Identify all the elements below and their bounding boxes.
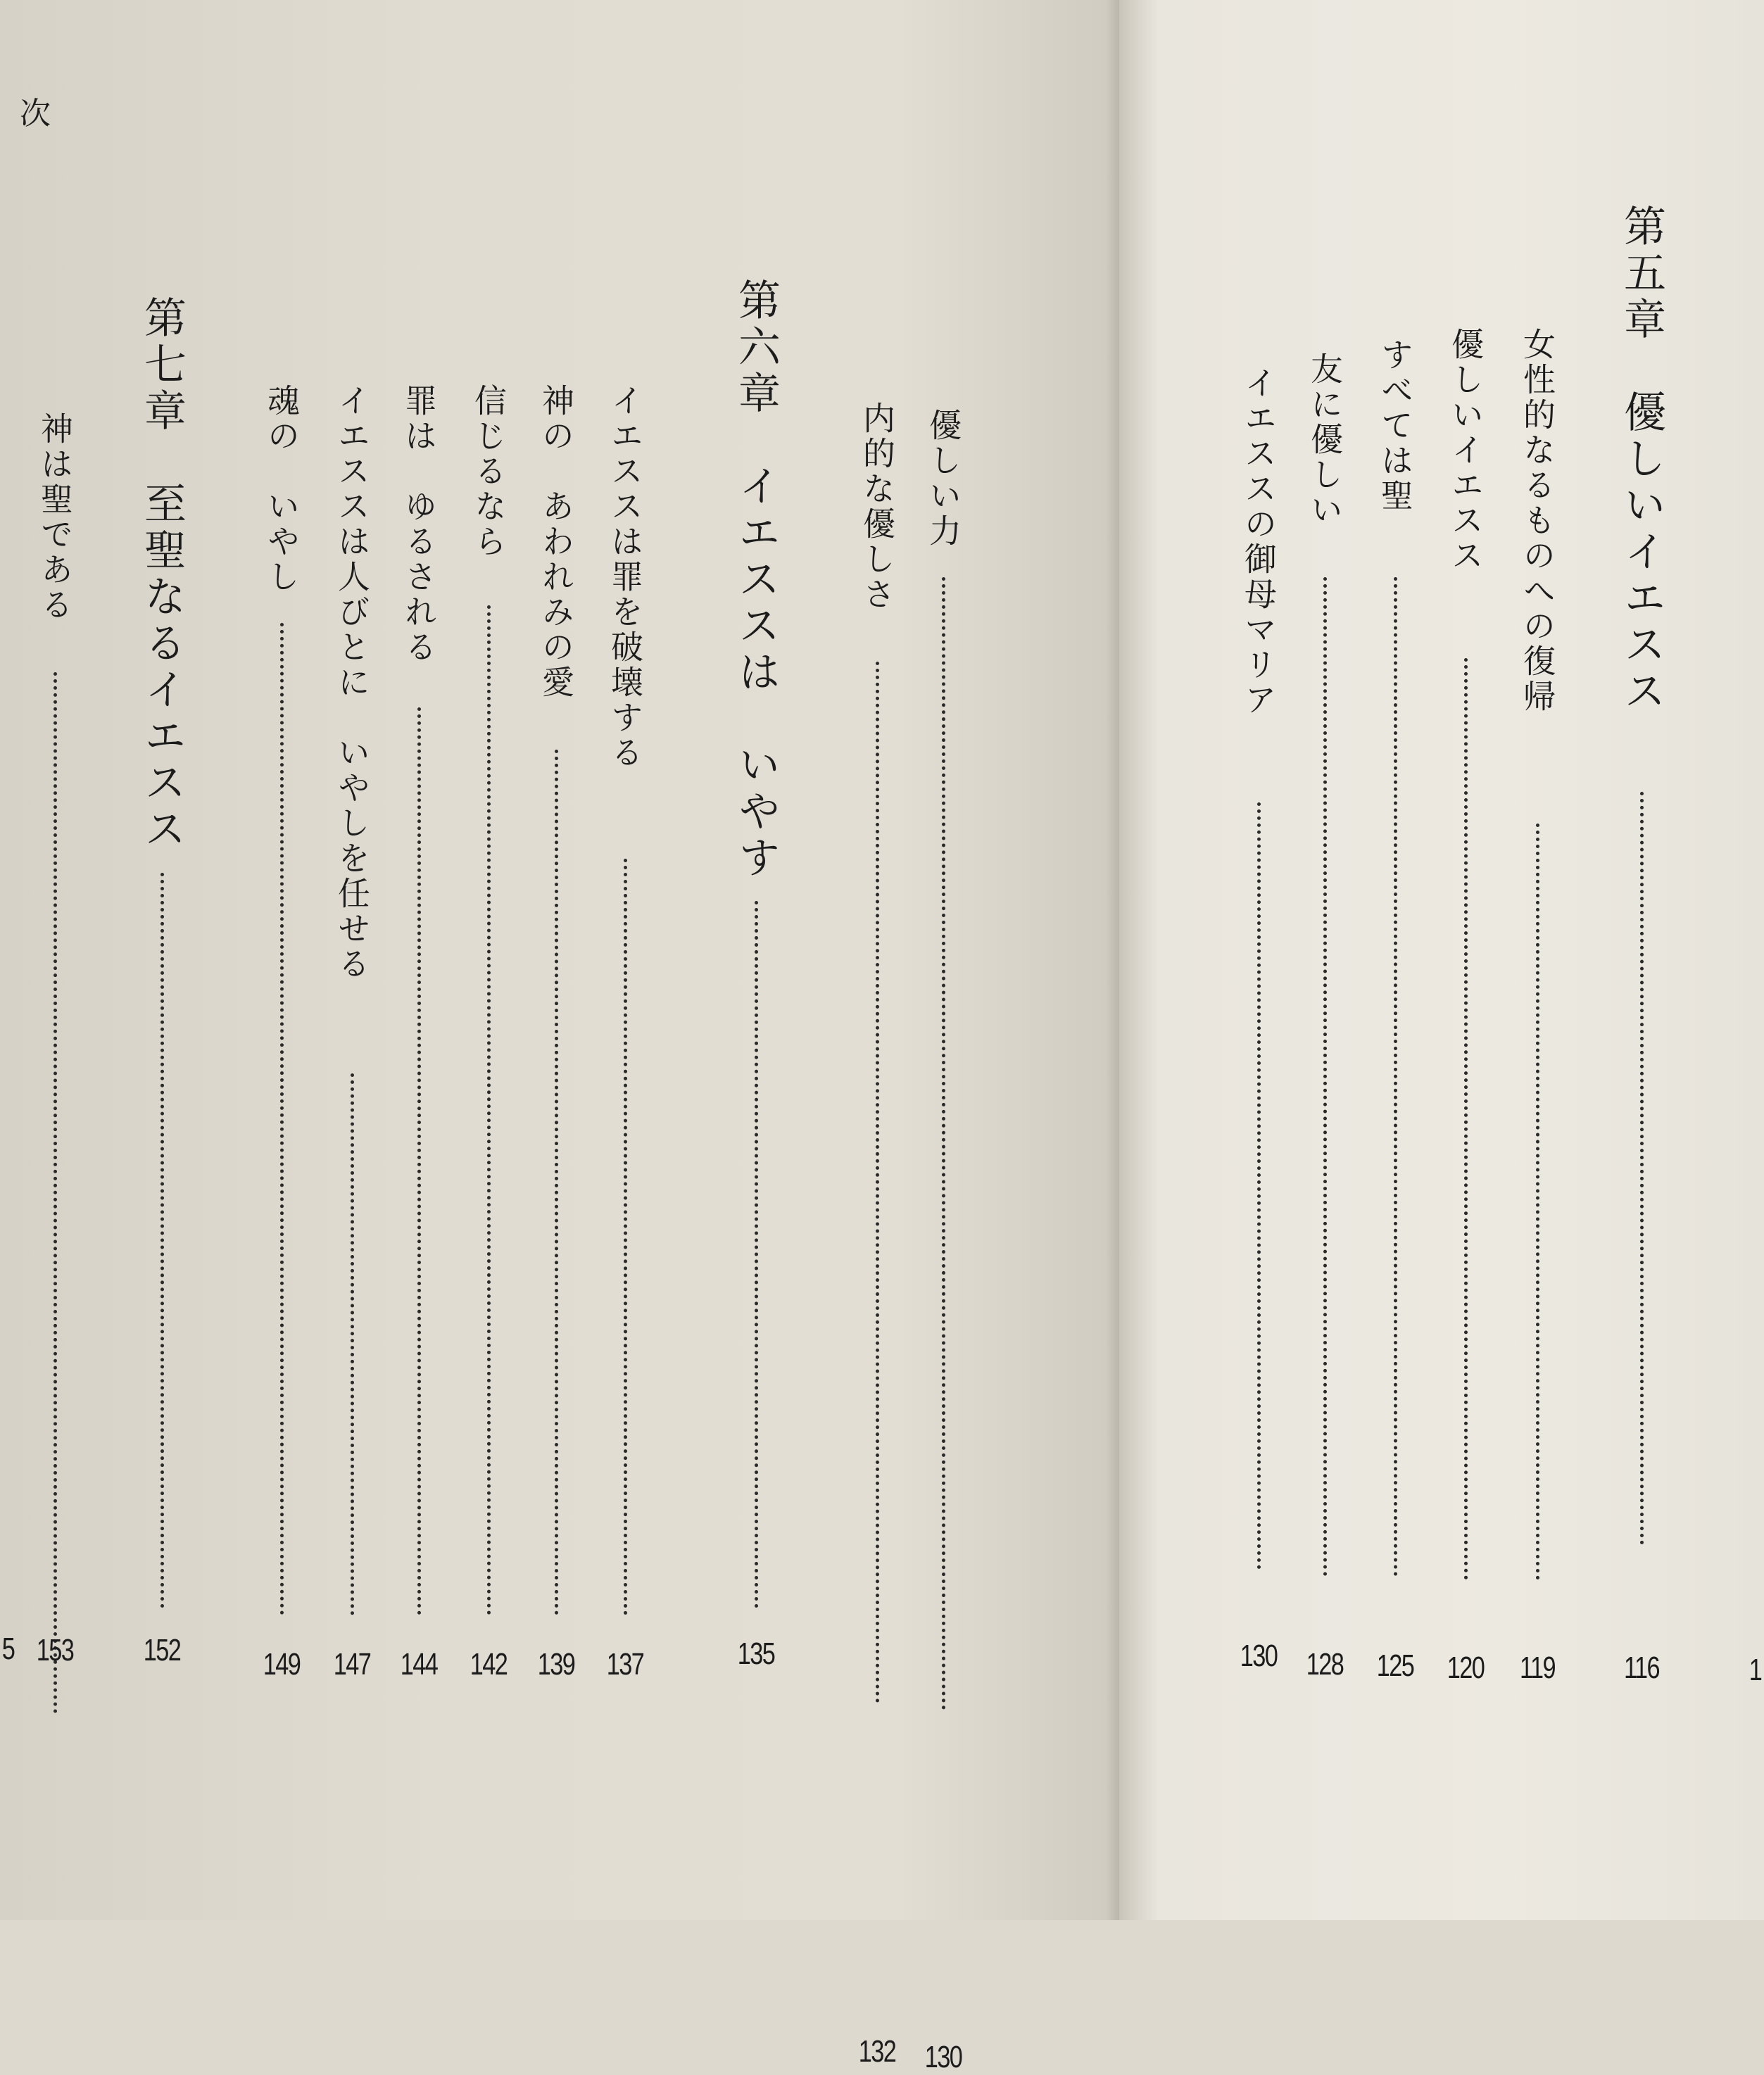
toc-entry[interactable] bbox=[1509, 327, 1565, 1685]
toc-chapter-title: 第六章 イエススは いやす bbox=[731, 278, 781, 882]
toc-chapter[interactable] bbox=[134, 296, 190, 1667]
toc-entry[interactable] bbox=[27, 412, 83, 1667]
toc-chapter-title: 第五章 優しいイエスス bbox=[1617, 204, 1666, 715]
toc-chapter[interactable] bbox=[1613, 204, 1670, 1685]
toc-entry-page: 119 bbox=[1519, 1651, 1556, 1685]
toc-entry[interactable] bbox=[849, 401, 905, 2069]
toc-entry[interactable] bbox=[1437, 327, 1494, 1685]
dot-leader bbox=[1464, 658, 1468, 1580]
toc-chapter[interactable] bbox=[728, 278, 784, 1671]
toc-entry[interactable] bbox=[324, 384, 380, 1682]
dot-leader bbox=[53, 672, 57, 1714]
toc-entry-title: すべては聖 bbox=[1376, 338, 1414, 514]
dot-leader bbox=[280, 623, 284, 1615]
toc-entry[interactable] bbox=[391, 384, 447, 1682]
toc-entry[interactable] bbox=[460, 384, 517, 1682]
toc-entry-page: 120 bbox=[1447, 1651, 1485, 1685]
toc-entry-title: 罪は ゆるされる bbox=[400, 384, 438, 665]
right-page bbox=[1119, 0, 1764, 1920]
toc-entry-page: 130 bbox=[1240, 1639, 1278, 1673]
toc-entry[interactable] bbox=[915, 408, 971, 2074]
dot-leader bbox=[876, 662, 879, 1703]
dot-leader bbox=[555, 750, 558, 1615]
toc-entry-page: 135 bbox=[737, 1636, 775, 1671]
toc-entry-title: イエススの御母マリア bbox=[1240, 366, 1278, 718]
toc-entry-title: 女性的なるものへの復帰 bbox=[1518, 327, 1556, 714]
toc-entry-page: 147 bbox=[333, 1647, 371, 1682]
dot-leader bbox=[160, 873, 164, 1608]
toc-entry[interactable] bbox=[253, 384, 310, 1682]
toc-entry-page: 116 bbox=[1623, 1651, 1660, 1685]
toc-entry-title: イエススは罪を破壊する bbox=[606, 384, 644, 771]
header-glyph: 次 bbox=[20, 96, 51, 132]
toc-entry-title: 優しい力 bbox=[924, 408, 962, 549]
toc-entry-title: イエススは人びとに いやしを任せる bbox=[333, 384, 371, 982]
dot-leader bbox=[942, 577, 945, 1710]
toc-entry-title: 信じるなら bbox=[470, 384, 508, 560]
toc-entry-title: 神は聖である bbox=[36, 412, 74, 623]
dot-leader bbox=[624, 859, 627, 1615]
edge-page-number: 5 bbox=[1, 1632, 15, 1666]
toc-entry-page: 149 bbox=[263, 1647, 301, 1682]
toc-entry-page: 139 bbox=[537, 1647, 575, 1682]
toc-entry-title: 友に優しい bbox=[1306, 352, 1344, 528]
toc-entry-page: 144 bbox=[400, 1647, 438, 1682]
dot-leader bbox=[1257, 802, 1261, 1570]
toc-entry[interactable] bbox=[528, 384, 584, 1682]
toc-chapter-title: 第七章 至聖なるイエスス bbox=[137, 296, 187, 853]
edge-page-number: 1 bbox=[1749, 1653, 1763, 1687]
dot-leader bbox=[487, 605, 491, 1615]
toc-entry-page: 137 bbox=[606, 1647, 644, 1682]
dot-leader bbox=[417, 707, 421, 1615]
toc-entry-page: 125 bbox=[1376, 1648, 1414, 1683]
toc-entry-page: 130 bbox=[924, 2040, 962, 2074]
toc-entry-page: 132 bbox=[858, 2034, 896, 2069]
toc-entry-title: 神の あわれみの愛 bbox=[537, 384, 575, 700]
toc-entry-title: 優しいイエスス bbox=[1447, 327, 1485, 574]
toc-entry-page: 153 bbox=[36, 1633, 74, 1667]
dot-leader bbox=[1536, 824, 1539, 1580]
dot-leader bbox=[1640, 792, 1644, 1545]
dot-leader bbox=[351, 1073, 354, 1615]
toc-entry[interactable] bbox=[1367, 338, 1423, 1683]
toc-entry-page: 128 bbox=[1306, 1647, 1344, 1682]
dot-leader bbox=[755, 901, 758, 1608]
toc-entry-title: 内的な優しさ bbox=[858, 401, 896, 612]
dot-leader bbox=[1323, 577, 1327, 1577]
toc-entry[interactable] bbox=[597, 384, 653, 1682]
toc-entry[interactable] bbox=[1230, 366, 1287, 1673]
toc-entry[interactable] bbox=[1297, 352, 1353, 1682]
toc-entry-page: 152 bbox=[143, 1633, 181, 1667]
dot-leader bbox=[1394, 577, 1397, 1577]
toc-entry-page: 142 bbox=[470, 1647, 508, 1682]
toc-entry-title: 魂の いやし bbox=[263, 384, 301, 595]
